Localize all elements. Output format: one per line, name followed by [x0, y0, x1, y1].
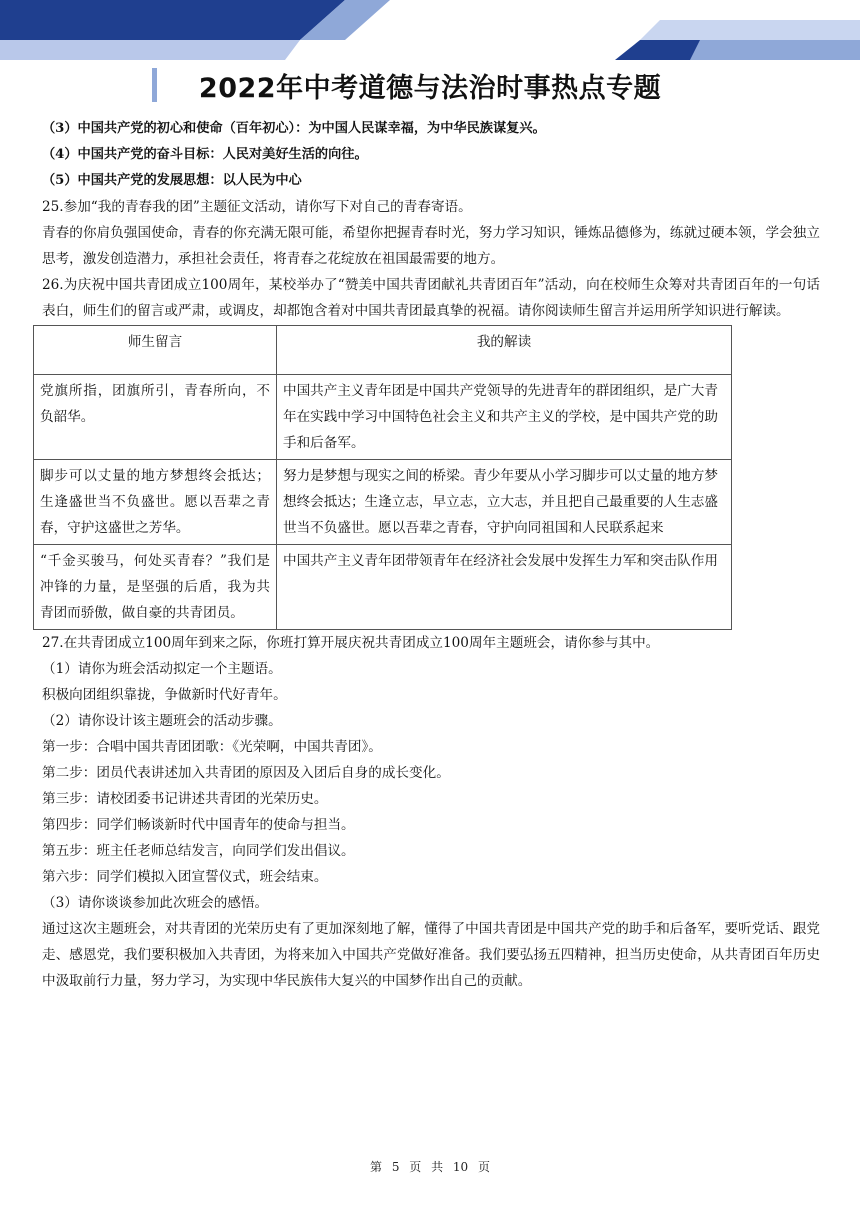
table-row	[34, 460, 732, 545]
q27-sub1: （1）请你为班会活动拟定一个主题语。	[42, 661, 282, 677]
q27-question: 27.在共青团成立100周年到来之际，你班打算开展庆祝共青团成立100周年主题班会，请你参与其中。	[42, 635, 660, 651]
q27-step-5: 第五步：班主任老师总结发言，向同学们发出倡议。	[42, 843, 355, 859]
q27-step-2: 第二步：团员代表讲述加入共青团的原因及入团后自身的成长变化。	[42, 765, 450, 781]
table-row	[34, 375, 732, 460]
q27-sub3: （3）请你谈谈参加此次班会的感悟。	[42, 895, 269, 911]
q27-step-6: 第六步：同学们模拟入团宣誓仪式，班会结束。	[42, 869, 328, 885]
key-point-5: （5）中国共产党的发展思想：以人民为中心	[42, 173, 302, 188]
key-point-3: （3）中国共产党的初心和使命（百年初心）：为中国人民谋幸福，为中华民族谋复兴。	[42, 121, 546, 136]
table-header-message: 师生留言	[34, 326, 277, 375]
message-table	[33, 325, 732, 630]
table-cell-message: 脚步可以丈量的地方梦想终会抵达；生逢盛世当不负盛世。愿以吾辈之青春，守护这盛世之芳华。	[34, 460, 277, 545]
table-cell-interpretation: 努力是梦想与现实之间的桥梁。青少年要从小学习脚步可以丈量的地方梦想终会抵达；生逢立志，早立志，立大志，并且把自己最重要的人生志盛世当不负盛世。愿以吾辈之青春，守护向同祖国和人民联系起来	[277, 460, 732, 545]
table-header-interpretation: 我的解读	[277, 326, 732, 375]
table-cell-message: 党旗所指，团旗所引，青春所向，不负韶华。	[34, 375, 277, 460]
table-cell-interpretation: 中国共产主义青年团是中国共产党领导的先进青年的群团组织，是广大青年在实践中学习中国特色社会主义和共产主义的学校，是中国共产党的助手和后备军。	[277, 375, 732, 460]
q27-answer1: 积极向团组织靠拢，争做新时代好青年。	[42, 687, 287, 703]
table-header-row	[34, 326, 732, 375]
header-banner	[0, 0, 860, 60]
page-footer: 第 5 页 共 10 页	[370, 1160, 490, 1174]
q27-step-1: 第一步：合唱中国共青团团歌：《光荣啊，中国共青团》。	[42, 739, 382, 755]
q27-step-4: 第四步：同学们畅谈新时代中国青年的使命与担当。	[42, 817, 355, 833]
q26-question: 26.为庆祝中国共青团成立100周年，某校举办了“赞美中国共青团献礼共青团百年”活动，向在校师生众筹对共青团百年的一句话表白，师生们的留言或严肃，或调皮，却都饱含着对中国共青团最真挚的祝福。请你阅读师生留言并运用所学知识进行解读。	[42, 277, 820, 319]
q27-answer3: 通过这次主题班会，对共青团的光荣历史有了更加深刻地了解，懂得了中国共青团是中国共产党的助手和后备军，要听党话、跟党走、感恩党，我们要积极加入共青团，为将来加入中国共产党做好准备。我们要弘扬五四精神，担当历史使命，从共青团百年历史中汲取前行力量，努力学习，为实现中华民族伟大复兴的中国梦作出自己的贡献。	[42, 921, 820, 989]
q27-step-3: 第三步：请校团委书记讲述共青团的光荣历史。	[42, 791, 328, 807]
page-title: 2022年中考道德与法治时事热点专题	[198, 73, 662, 104]
q27-sub2: （2）请你设计该主题班会的活动步骤。	[42, 713, 282, 729]
q25-question: 25.参加“我的青春我的团”主题征文活动，请你写下对自己的青春寄语。	[42, 199, 472, 215]
key-point-4: （4）中国共产党的奋斗目标：人民对美好生活的向往。	[42, 147, 368, 162]
main-content	[42, 116, 820, 994]
table-cell-interpretation: 中国共产主义青年团带领青年在经济社会发展中发挥生力军和突击队作用	[277, 545, 732, 630]
table-cell-message: “千金买骏马，何处买青春？”我们是冲锋的力量，是坚强的后盾，我为共青团而骄傲，做自豪的共青团员。	[34, 545, 277, 630]
q25-answer: 青春的你肩负强国使命，青春的你充满无限可能，希望你把握青春时光，努力学习知识，锤炼品德修为，练就过硬本领，学会独立思考，激发创造潜力，承担社会责任，将青春之花绽放在祖国最需要的地方。	[42, 225, 820, 267]
table-row	[34, 545, 732, 630]
